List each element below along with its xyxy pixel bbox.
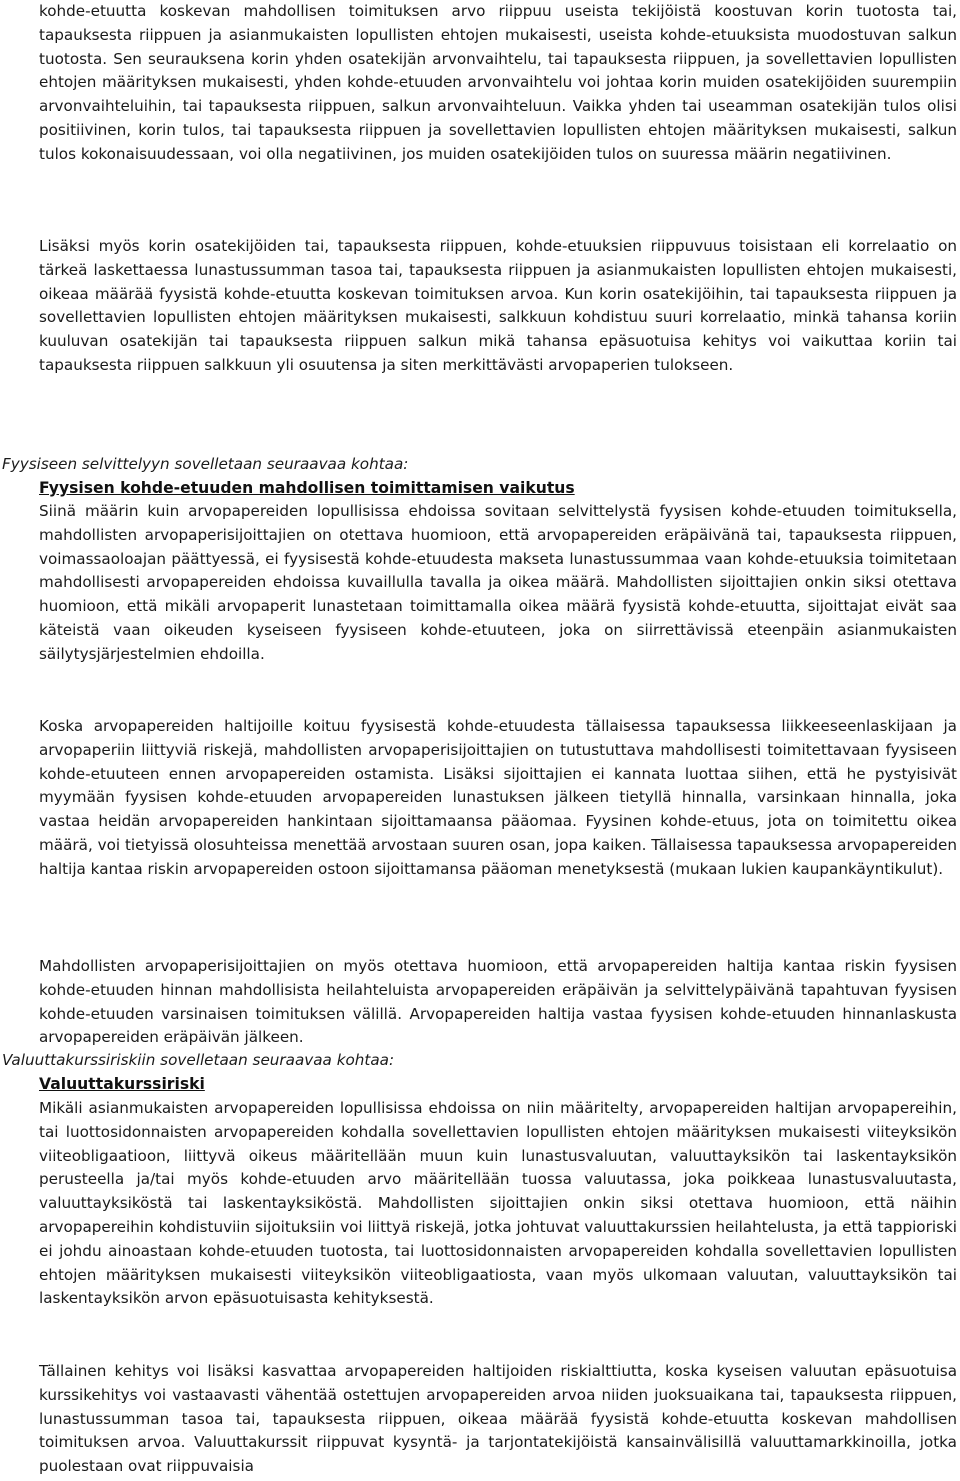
paragraph-correlation: Lisäksi myös korin osatekijöiden tai, tapauksesta riippuen, kohde-etuuksien riippuvuus toisistaan eli korrelaatio on tärkeä laskettaessa lunastussumman tasoa tai, tapauksesta riippuen ja asianmukaisten lopullisten ehtojen mukaisesti, oikeaa määrää fyysistä kohde-etuutta koskevan toimituksen arvoa. Kun korin osatekijöihin, tai tapauksesta riippuen ja sovellettavien lopullisten ehtojen määrityksen mukaisesti, salkkuun kohdistuu suuri korrelaatio, minkä tahansa koriin kuuluvan osatekijän tai tapauksesta riippuen salkun mikä tahansa epäsuotuisa kehitys voi vaikuttaa koriin tai tapauksesta riippuen salkkuun yli osuutensa ja siten merkittävästi arvopaperien tulokseen.	[39, 237, 957, 374]
intro-currency-risk: Valuuttakurssiriskiin sovelletaan seuraavaa kohtaa:	[2, 1051, 395, 1069]
intro-physical-settlement: Fyysiseen selvittelyyn sovelletaan seuraavaa kohtaa:	[2, 455, 409, 473]
heading-physical-delivery-effect: Fyysisen kohde-etuuden mahdollisen toimittamisen vaikutus	[39, 479, 575, 497]
paragraph-price-fluctuation: Mahdollisten arvopaperisijoittajien on myös otettava huomioon, että arvopapereiden haltija kantaa riskin fyysisen kohde-etuuden hinnan mahdollisista heilahteluista arvopapereiden eräpäivän ja selvittelypäivänä tapahtuvan fyysisen kohde-etuuden varsinaisen toimituksen välillä. Arvopapereiden haltija vastaa fyysisen kohde-etuuden hinnanlaskusta arvopapereiden eräpäivän jälkeen.	[39, 957, 957, 1047]
paragraph-basket-performance: kohde-etuutta koskevan mahdollisen toimituksen arvo riippuu useista tekijöistä koostuvan korin tuotosta tai, tapauksesta riippuen ja asianmukaisten lopullisten ehtojen mukaisesti, useista kohde-etuuksista muodostuvan salkun tuotosta. Sen seurauksena korin yhden osatekijän arvonvaihtelu, tai tapauksesta riippuen, ja sovellettavien lopullisten ehtojen määrityksen mukaisesti, yhden kohde-etuuden arvonvaihtelu voi johtaa korin muiden osatekijöiden suurempiin arvonvaihteluihin, tai tapauksesta riippuen, salkun arvonvaihteluun. Vaikka yhden tai useamman osatekijän tulos olisi positiivinen, korin tulos, tai tapauksesta riippuen ja sovellettavien lopullisten ehtojen määrityksen mukaisesti, salkun tulos kokonaisuudessaan, voi olla negatiivinen, jos muiden osatekijöiden tulos on suuressa määrin negatiivinen.	[39, 2, 957, 163]
paragraph-holder-risks: Koska arvopapereiden haltijoille koituu fyysisestä kohde-etuudesta tällaisessa tapauksessa liikkeeseenlaskijaan ja arvopaperiin liittyviä riskejä, mahdollisten arvopaperisijoittajien on tutustuttava mahdollisesti toimitettavaan fyysiseen kohde-etuuteen ennen arvopapereiden ostamista. Lisäksi sijoittajien ei kannata luottaa siihen, että he pystyisivät myymään fyysisen kohde-etuuden arvopapereiden lunastuksen jälkeen tietyllä hinnalla, varsinkaan hinnalla, joka vastaa heidän arvopapereiden hankintaan sijoittamaansa pääomaa. Fyysinen kohde-etuus, jota on toimitettu oikea määrä, voi tietyissä olosuhteissa menettää arvostaan suuren osan, jopa kaiken. Tällaisessa tapauksessa arvopapereiden haltija kantaa riskin arvopapereiden ostoon sijoittamansa pääoman menetyksestä (mukaan lukien kaupankäyntikulut).	[39, 717, 957, 878]
paragraph-currency-definition: Mikäli asianmukaisten arvopapereiden lopullisissa ehdoissa on niin määritelty, arvopapereiden haltijan arvopapereihin, tai luottosidonnaisten arvopapereiden kohdalla sovellettavien lopullisten ehtojen määrityksen mukaisesti viiteyksikön viiteobligaatioon, liittyvä oikeus määritellään muun kuin lunastusvaluutan, valuuttayksikön tai laskentayksikön perusteella ja/tai myös kohde-etuuden arvo määritellään tuossa valuutassa, joka poikkeaa lunastusvaluutasta, valuuttayksiköstä tai laskentayksiköstä. Mahdollisten sijoittajien onkin siksi otettava huomioon, että näihin arvopapereihin kohdistuviin sijoituksiin voi liittyä riskejä, jotka johtuvat valuuttakurssien heilahtelusta, ja että tappioriski ei johdu ainoastaan kohde-etuuden tuotosta, tai luottosidonnaisten arvopapereiden kohdalla sovellettavien lopullisten ehtojen määrityksen mukaisesti viiteyksikön viiteobligaatiosta, vaan myös ulkomaan valuutan, valuuttayksikön tai laskentayksikön arvon epäsuotuisasta kehityksestä.	[39, 1099, 957, 1308]
heading-currency-risk: Valuuttakurssiriski	[39, 1075, 205, 1093]
paragraph-physical-delivery: Siinä määrin kuin arvopapereiden lopullisissa ehdoissa sovitaan selvittelystä fyysisen kohde-etuuden toimituksella, mahdollisten arvopaperisijoittajien on otettava huomioon, että arvopapereiden eräpäivänä tai, tapauksesta riippuen, voimassaoloajan päättyessä, ei fyysisestä kohde-etuudesta makseta lunastussummaa vaan kohde-etuuksia toimitetaan mahdollisesti arvopapereiden ehdoissa kuvaillulla tavalla ja oikea määrä. Mahdollisten sijoittajien onkin siksi otettava huomioon, että mikäli arvopaperit lunastetaan toimittamalla oikea määrä fyysistä kohde-etuutta, sijoittajat eivät saa käteistä vaan oikeuden kyseiseen fyysiseen kohde-etuuteen, joka on siirrettävissä eteenpäin asianmukaisten säilytysjärjestelmien ehdoilla.	[39, 502, 957, 663]
paragraph-currency-development: Tällainen kehitys voi lisäksi kasvattaa arvopapereiden haltijoiden riskialttiutta, koska kyseisen valuutan epäsuotuisa kurssikehitys voi vastaavasti vähentää ostettujen arvopapereiden arvoa niiden juoksuaikana tai, tapauksesta riippuen, lunastussumman tasoa tai, tapauksesta riippuen, oikeaa määrää fyysistä kohde-etuutta koskevan mahdollisen toimituksen arvoa. Valuuttakurssit riippuvat kysyntä- ja tarjontatekijöistä kansainvälisillä valuuttamarkkinoilla, jotka puolestaan ovat riippuvaisia	[39, 1362, 957, 1476]
